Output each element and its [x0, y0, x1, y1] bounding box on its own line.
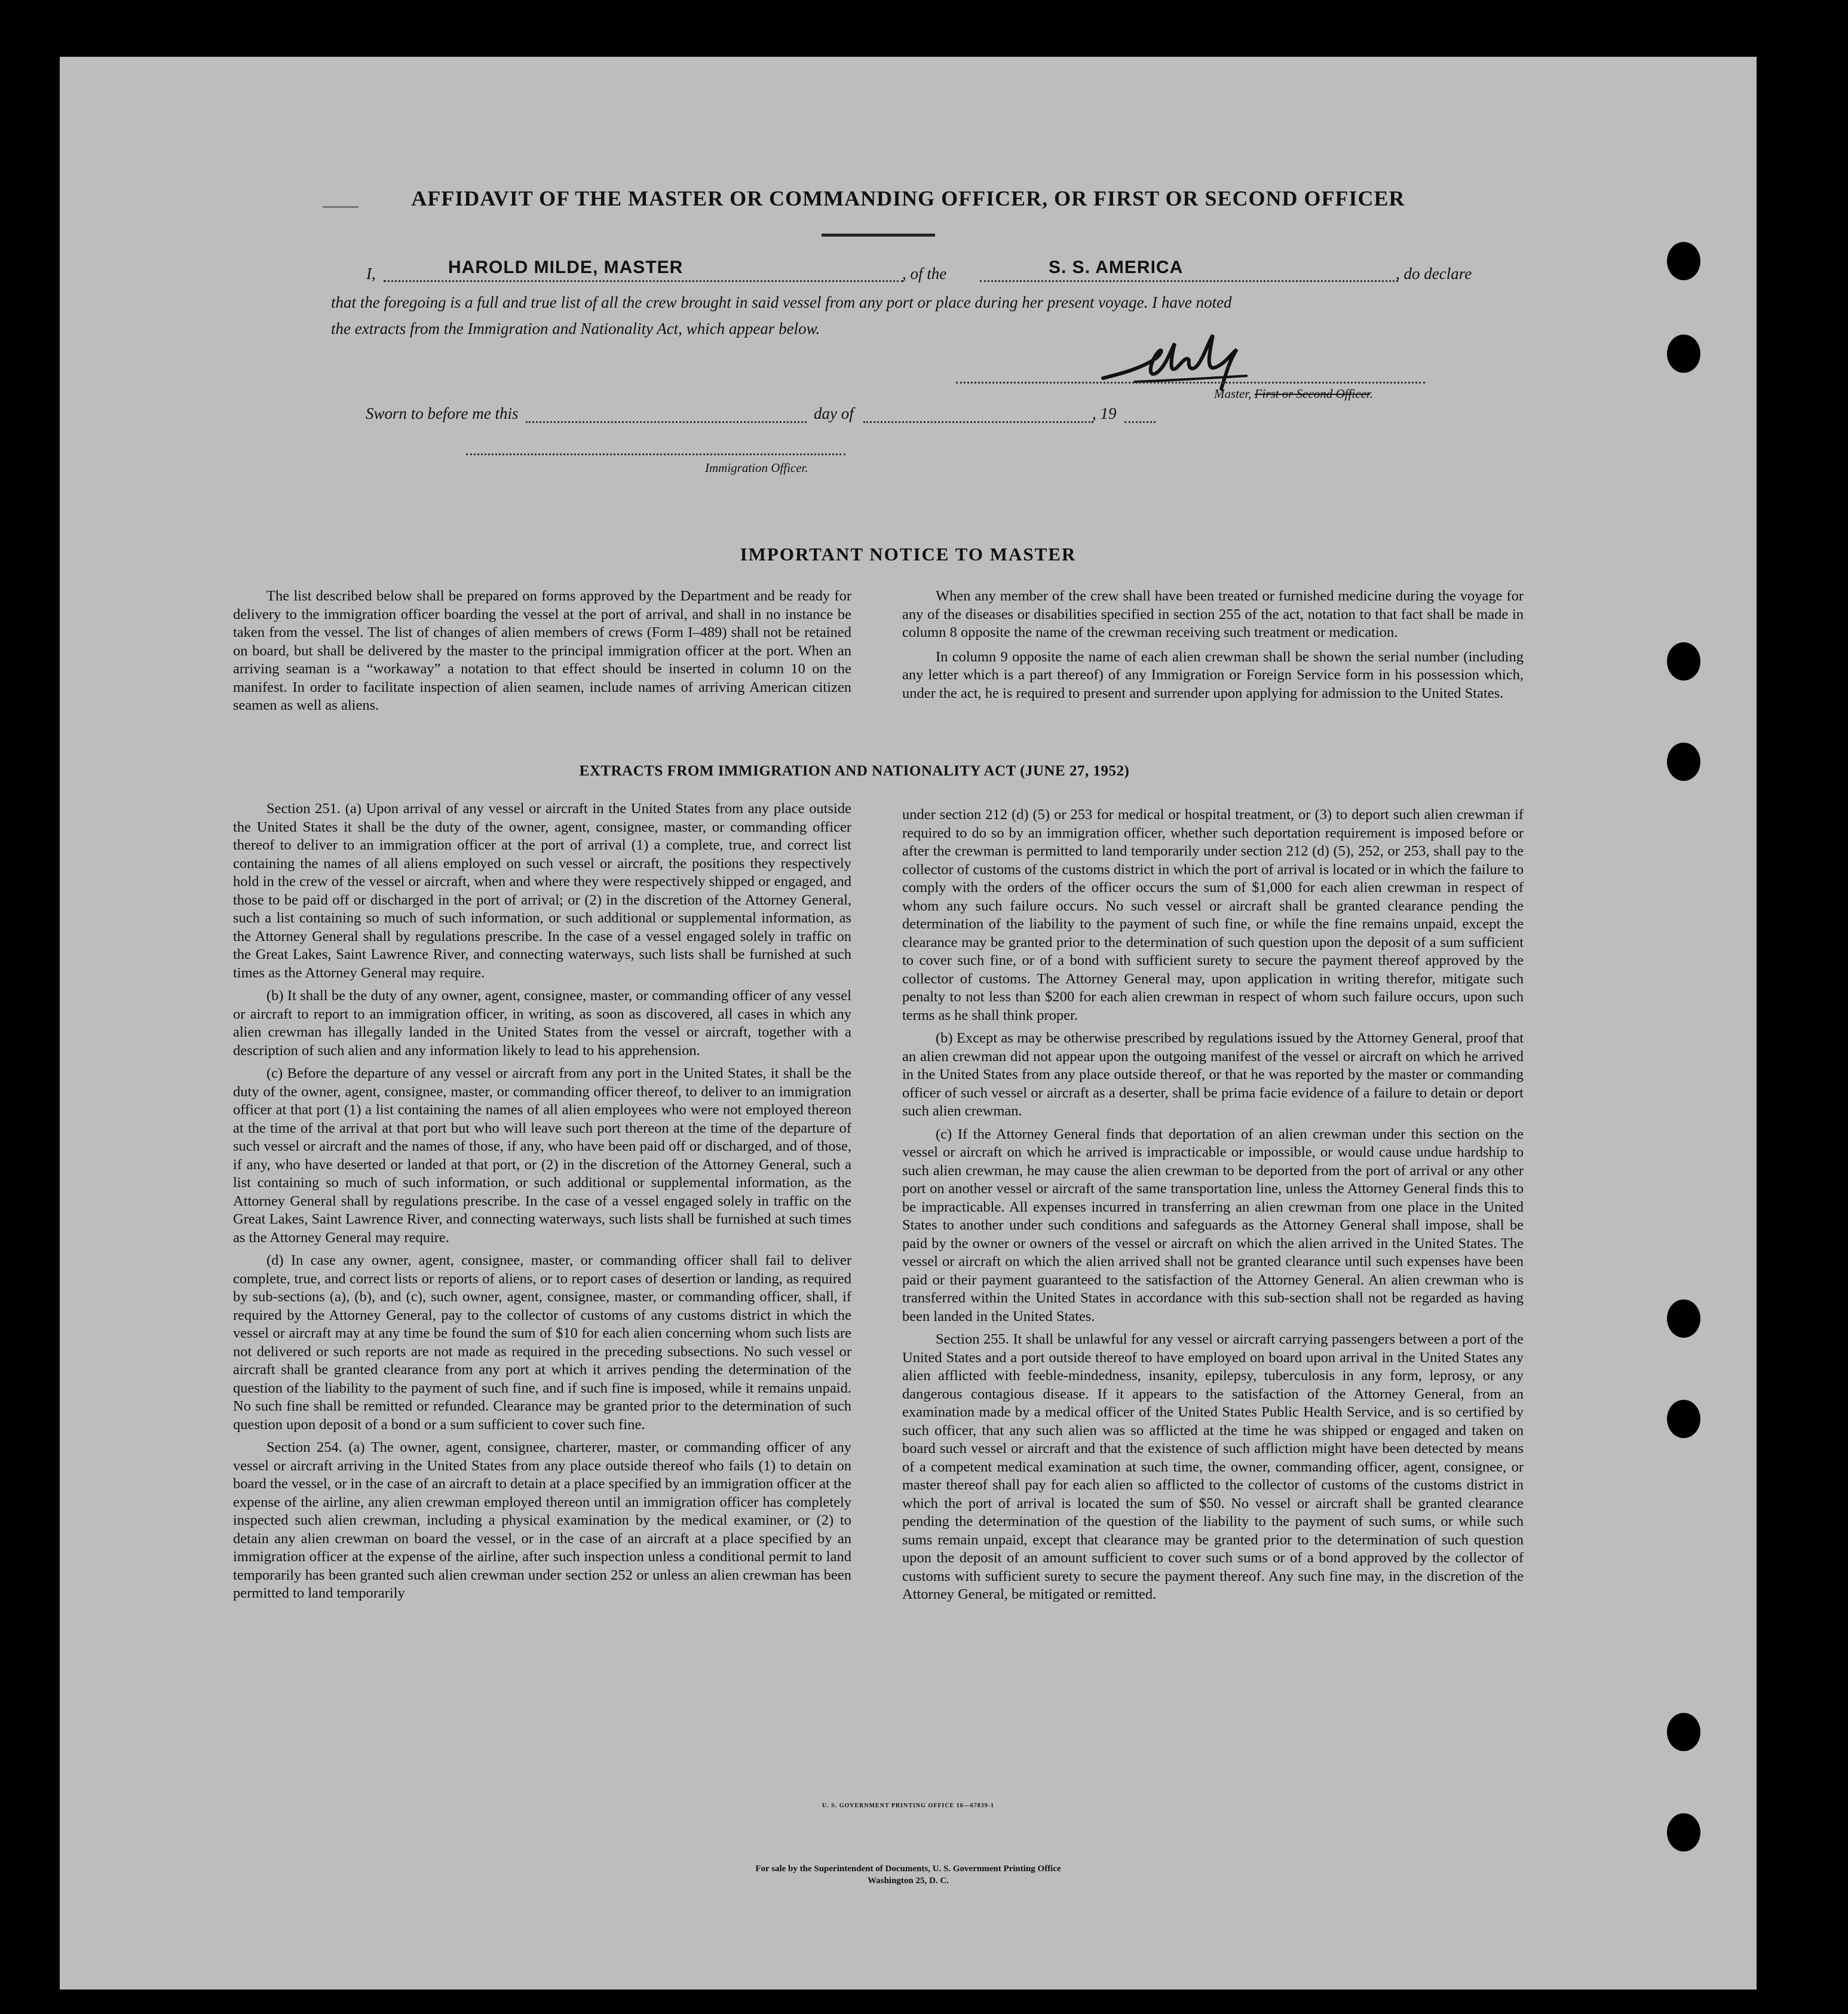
sale-notice-line-2: Washington 25, D. C. [868, 1876, 949, 1886]
section-251a: Section 251. (a) Upon arrival of any vessel or aircraft in the United States from any place outside the United States it shall be the duty of the owner, agent, consignee, master, or commanding officer thereof to deliver to an immigration officer at the port of arrival (1) a complete, true, and correct list containing the names of all aliens employed on such vessel or aircraft, the positions they respectively hold in the crew of the vessel or aircraft, when and where they were respectively shipped or engaged, and those to be paid off or discharged in the port of arrival; or (2) in the discretion of the Attorney General, such a list containing so much of such information, or such additional or supplemental information, as the Attorney General shall by regulations prescribe. In the case of a vessel engaged solely in traffic on the Great Lakes, Saint Lawrence River, and connecting waterways, such lists shall be furnished at such times as the Attorney General may require. [233, 801, 851, 981]
vessel-name-line [980, 280, 1398, 282]
punch-hole [1667, 743, 1700, 781]
section-251c: (c) Before the departure of any vessel or aircraft from any port in the United States, it shall be the duty of the owner, agent, consignee, master, or commanding officer thereof, to deliver to an immigration officer at that port (1) a list containing the names of all alien employees who were not employed thereon at the time of the arrival at that port but who will leave such port thereon at the time of the departure of such vessel or aircraft and the names of those, if any, who have been paid off or discharged, and of those, if any, who have deserted or landed at that port, or (2) in the discretion of the Attorney General, such a list containing so much of such information, or such additional or supplemental information, as the Attorney General shall by regulations prescribe. In the case of a vessel engaged solely in traffic on the Great Lakes, Saint Lawrence River, and connecting waterways, such lists shall be furnished at such times as the Attorney General may require. [233, 1065, 851, 1246]
signature-line [956, 382, 1425, 384]
notice-left-column [233, 587, 851, 720]
statement-line-1: that the foregoing is a full and true list of all the crew brought in said vessel from any port or place during her present voyage. I have noted [331, 293, 1232, 311]
sale-notice [60, 1863, 1757, 1887]
section-254b: (b) Except as may be otherwise prescribed by regulations issued by the Attorney General, proof that an alien crewman did not appear upon the outgoing manifest of the vessel or aircraft on which he arrived in the United States from any place outside thereof, or that he was reported by the master or commanding officer of such vessel or aircraft as a deserter, shall be prima facie evidence of a failure to detain or deport such alien crewman. [902, 1030, 1524, 1119]
section-254c: (c) If the Attorney General finds that deportation of an alien crewman under this section on the vessel or aircraft on which he arrived is impracticable or impossible, or would cause undue hardship to such alien crewman, he may cause the alien crewman to be deported from the port of arrival or any other port on another vessel or aircraft of the same transportation line, unless the Attorney General finds this to be impracticable. All expenses incurred in transferring an alien crewman from one place in the United States to another under such conditions and safeguards as the Attorney General shall impose, shall be paid by the owner or owners of the vessel or aircraft on which the alien arrived in the United States. The vessel or aircraft on which the alien arrived shall not be granted clearance until such expenses have been paid or their payment guaranteed to the satisfaction of the Attorney General. An alien crewman who is transferred within the United States in accordance with this sub-section shall not be regarded as having been landed in the United States. [902, 1126, 1524, 1325]
punch-hole [1667, 1813, 1700, 1851]
notice-right-paragraph-2: In column 9 opposite the name of each alien crewman shall be shown the serial number (including any letter which is a part thereof) of any Immigration or Foreign Service form in his possession which, under the act, he is required to present and surrender upon applying for admission to the United States. [902, 648, 1524, 701]
title-rule [822, 234, 935, 237]
sworn-year-line [1124, 421, 1156, 423]
section-254a: Section 254. (a) The owner, agent, consignee, charterer, master, or commanding officer of any vessel or aircraft arriving in the United States from any place outside thereof who fails (1) to detain on board the vessel, or in the case of an aircraft to detain at a place specified by an immigration officer at the expense of the airline, any alien crewman employed thereon until an immigration officer has completely inspected such alien crewman, including a physical examination by the medical examiner, or (2) to detain any alien crewman on board the vessel, or in the case of an aircraft at a place specified by an immigration officer at the expense of the airline, after such inspection unless a conditional permit to land temporarily has been granted such alien crewman under section 252 or unless an alien crewman has been permitted to land temporarily [233, 1439, 851, 1601]
notice-right-paragraph-1: When any member of the crew shall have been treated or furnished medicine during the voyage for any of the diseases or disabilities specified in section 255 of the act, notation to that fact shall be made in column 8 opposite the name of the crewman receiving such treatment or medication. [902, 588, 1524, 640]
punch-hole [1667, 1713, 1700, 1751]
sworn-month-line [863, 421, 1093, 423]
affidavit-title: AFFIDAVIT OF THE MASTER OR COMMANDING OFFICER, OR FIRST OR SECOND OFFICER [411, 186, 1405, 210]
punch-hole [1667, 1400, 1700, 1438]
sworn-day-line [526, 421, 807, 423]
extracts-title: EXTRACTS FROM IMMIGRATION AND NATIONALITY ACT (JUNE 27, 1952) [579, 763, 1130, 779]
i-label: I, [366, 265, 376, 283]
notice-left-paragraph: The list described below shall be prepared on forms approved by the Department and be ready for delivery to the immigration officer boarding the vessel at the port of arrival, and shall in no instance be taken from the vessel. The list of changes of alien members of crews (Form I–489) shall not be retained on board, but shall be delivered by the master to the principal immigration officer at the port. When an arriving seaman is a “workaway” a notation to that effect should be inserted in column 10 on the manifest. In order to facilitate inspection of alien seamen, include names of arriving American citizen seamen as well as aliens. [233, 588, 851, 713]
section-254a-continued: under section 212 (d) (5) or 253 for medical or hospital treatment, or (3) to deport such alien crewman if required to do so by an immigration officer, whether such deportation requirement is imposed before or after the crewman is permitted to land temporarily under section 212 (d) (5), 252, or 253, shall pay to the collector of customs of the customs district in which the port of arrival is located or in which the failure to comply with the orders of the officer occurs the sum of $1,000 for each alien crewman in respect of whom any such failure occurs. No such vessel or aircraft shall be granted clearance pending the determination of the liability to the payment of such fine, or while the fine remains unpaid, except the clearance may be granted prior to the determination of such question upon the deposit of a sum sufficient to cover such fine, or of a bond with sufficient surety to secure the payment thereof approved by the collector of customs. The Attorney General may, upon application in writing therefor, mitigate such penalty to not less than $200 for each alien crewman in respect of whom such failure occurs, upon such terms as he shall think proper. [902, 807, 1524, 1023]
printing-office-imprint: U. S. GOVERNMENT PRINTING OFFICE 16—67839-1 [822, 1803, 995, 1809]
section-251b: (b) It shall be the duty of any owner, agent, consignee, master, or commanding officer of any vessel or aircraft to report to an immigration officer, in writing, as soon as discovered, all cases in which any alien crewman has illegally landed in the United States from the vessel or aircraft, together with a description of such alien and any information likely to lead to his apprehension. [233, 988, 851, 1059]
year-label: , 19 [1092, 404, 1117, 422]
sworn-label: Sworn to before me this [366, 404, 519, 422]
punch-hole [1667, 1299, 1700, 1338]
extracts-right-column [902, 806, 1524, 1609]
punch-hole [1667, 642, 1700, 680]
punch-hole [1667, 242, 1700, 280]
section-255: Section 255. It shall be unlawful for any vessel or aircraft carrying passengers between a port of the United States and a port outside thereof to have employed on board upon arrival in the United States any alien afflicted with feeble-mindedness, insanity, epilepsy, tuberculosis in any form, leprosy, or any dangerous contagious disease. If it appears to the satisfaction of the Attorney General, from an examination made by a medical officer of the United States Public Health Service, and is so certified by such officer, that any such alien was so afflicted at the time he was shipped or engaged and taken on board such vessel or aircraft and that the existence of such affliction might have been detected by means of a competent medical examination at such time, the owner, commanding officer, agent, consignee, or master thereof shall pay for each alien so afflicted to the collector of customs of the customs district in which the port of arrival is located the sum of $50. No vessel or aircraft shall be granted clearance pending the determination of the question of the liability to the payment of such sums, or while such sums remain unpaid, except that clearance may be granted prior to the determination of such question upon the deposit of an amount sufficient to cover such sums or of a bond approved by the collector of customs with sufficient surety to secure the payment thereof. Any such fine may, in the discretion of the Attorney General, be mitigated or remitted. [902, 1331, 1524, 1602]
notice-title: IMPORTANT NOTICE TO MASTER [740, 544, 1077, 565]
punch-hole [1667, 335, 1700, 373]
master-name-line [384, 280, 903, 282]
section-251d: (d) In case any owner, agent, consignee, master, or commanding officer shall fail to deliver complete, true, and correct lists or reports of aliens, or to report cases of desertion or landing, as required by sub-sections (a), (b), and (c), such owner, agent, consignee, master, or commanding officer, shall, if required by the Attorney General, pay to the collector of customs of any customs district in which the vessel or aircraft may at any time be found the sum of $10 for each alien concerning whom such lists are not delivered or such reports are not made as required in the preceding subsections. No such vessel or aircraft shall be granted clearance from any port at which it arrives pending the determination of the question of the liability to the payment of such fine, and if such fine is imposed, while it remains unpaid. No such fine shall be remitted or refunded. Clearance may be granted prior to the determination of such question upon deposit of a bond or a sum sufficient to cover such fine. [233, 1252, 851, 1433]
extracts-left-column [233, 800, 851, 1608]
notice-right-column [902, 587, 1524, 707]
vessel-name-field[interactable]: S. S. AMERICA [1049, 258, 1184, 277]
master-name-field[interactable]: HAROLD MILDE, MASTER [448, 258, 684, 277]
immigration-officer-label: Immigration Officer. [705, 461, 808, 475]
declare-label: , do declare [1396, 265, 1472, 283]
signer-title-label: Master, First or Second Officer. [1214, 387, 1373, 401]
day-of-label: day of [814, 404, 854, 422]
of-the-label: , of the [902, 265, 947, 283]
sale-notice-line-1: For sale by the Superintendent of Documents, U. S. Government Printing Office [755, 1864, 1061, 1874]
immigration-officer-line [466, 453, 845, 455]
document-page [60, 57, 1757, 1990]
statement-line-2: the extracts from the Immigration and Nationality Act, which appear below. [331, 320, 820, 338]
